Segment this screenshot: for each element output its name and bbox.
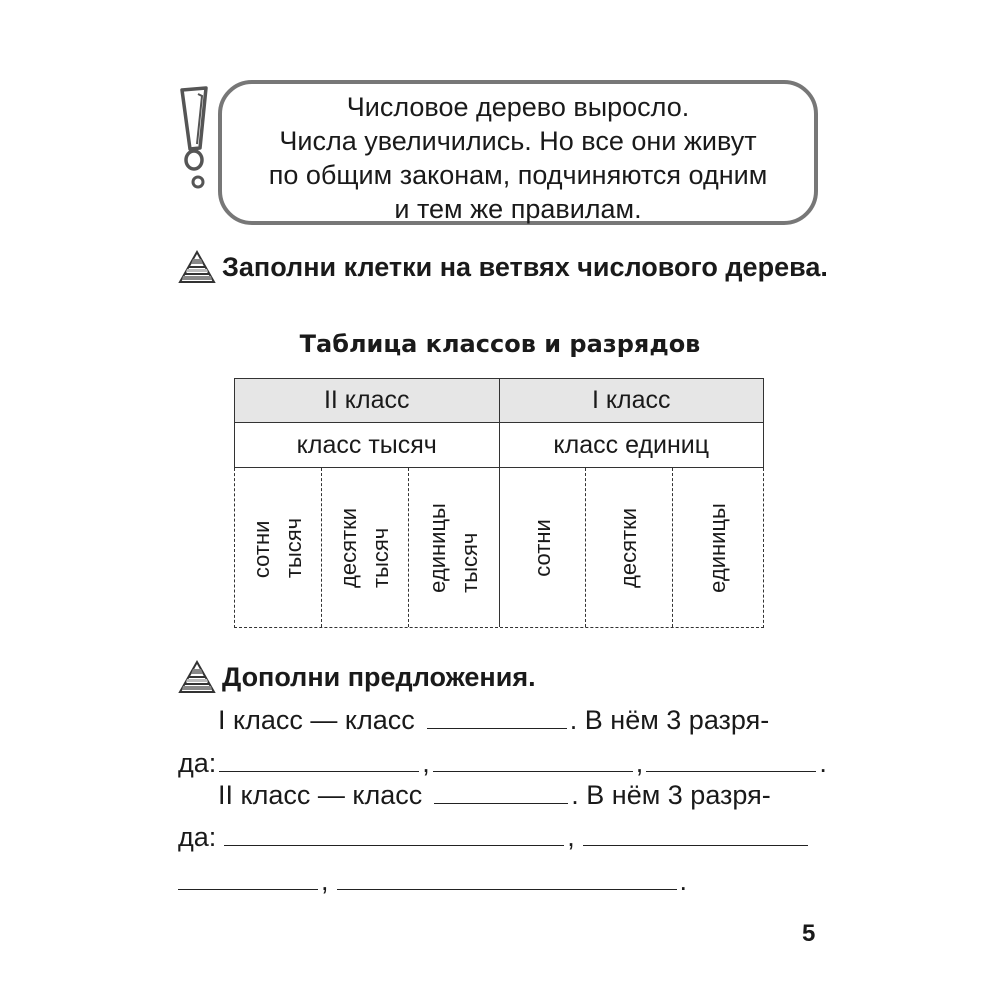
note-line: Числовое дерево выросло.	[346, 92, 690, 122]
rank-cell	[672, 468, 763, 627]
rank-label: тысяч	[280, 517, 306, 578]
sentence-text: . В нём 3 разря-	[571, 780, 771, 810]
answer-blank[interactable]	[646, 750, 816, 772]
note-bubble	[218, 80, 818, 225]
pyramid-icon	[178, 250, 216, 284]
note-line: Числа увеличились. Но все они живут	[279, 126, 757, 156]
rank-cell	[321, 468, 408, 627]
table-title: Таблица классов и разрядов	[299, 330, 701, 358]
task-1	[178, 250, 828, 284]
exclamation-icon	[176, 86, 222, 196]
rank-label: десятки	[335, 507, 361, 588]
sentence-line	[178, 822, 811, 853]
sentence-text: да:	[178, 748, 217, 778]
rank-cell	[408, 468, 499, 627]
sentence-text: . В нём 3 разря-	[569, 705, 770, 735]
class-name-cell: класс тысяч	[296, 430, 437, 459]
answer-blank[interactable]	[178, 868, 318, 890]
note-line: по общим законам, подчиняются одним	[268, 160, 768, 190]
rank-cell	[585, 468, 672, 627]
punct: ,	[321, 866, 329, 896]
answer-blank[interactable]	[583, 824, 808, 846]
sentence-line	[218, 780, 771, 811]
answer-blank[interactable]	[224, 824, 564, 846]
class-cell: II класс	[323, 386, 410, 414]
task-1-text: Заполни клетки на ветвях числового дерева.	[222, 251, 828, 282]
sentence-text: I класс — класс	[218, 705, 415, 735]
rank-label: сотни	[248, 520, 274, 578]
answer-blank[interactable]	[434, 782, 568, 804]
sentence-line	[178, 866, 687, 897]
class-name-cell: класс единиц	[499, 423, 764, 467]
punct: ,	[422, 748, 430, 778]
rank-cell	[499, 468, 586, 627]
punct: ,	[567, 822, 575, 852]
rank-label: единицы	[424, 502, 450, 593]
task-2-text: Дополни предложения.	[222, 661, 536, 692]
rank-cell	[235, 468, 321, 627]
punct: ,	[635, 748, 644, 778]
punct: .	[679, 866, 688, 896]
page-number: 5	[802, 920, 816, 947]
class-header-row	[234, 378, 764, 423]
task-2	[178, 660, 536, 694]
pyramid-icon	[178, 660, 216, 694]
rank-label: тысяч	[367, 527, 393, 588]
answer-blank[interactable]	[337, 868, 677, 890]
class-cell: I класс	[499, 379, 764, 422]
rank-label: десятки	[616, 507, 642, 588]
answer-blank[interactable]	[433, 750, 633, 772]
rank-row	[234, 468, 764, 628]
rank-label: единицы	[705, 502, 731, 593]
answer-blank[interactable]	[219, 750, 419, 772]
sentence-line	[218, 705, 769, 736]
punct: .	[819, 748, 827, 778]
note-line: и тем же правилам.	[394, 194, 642, 224]
answer-blank[interactable]	[427, 707, 567, 729]
sentence-text: да:	[178, 822, 217, 852]
classes-table	[234, 378, 764, 628]
rank-label: сотни	[529, 518, 555, 577]
sentence-text: II класс — класс	[218, 780, 423, 810]
sentence-line	[178, 748, 827, 779]
rank-label: тысяч	[456, 532, 482, 593]
class-name-row	[234, 423, 764, 468]
